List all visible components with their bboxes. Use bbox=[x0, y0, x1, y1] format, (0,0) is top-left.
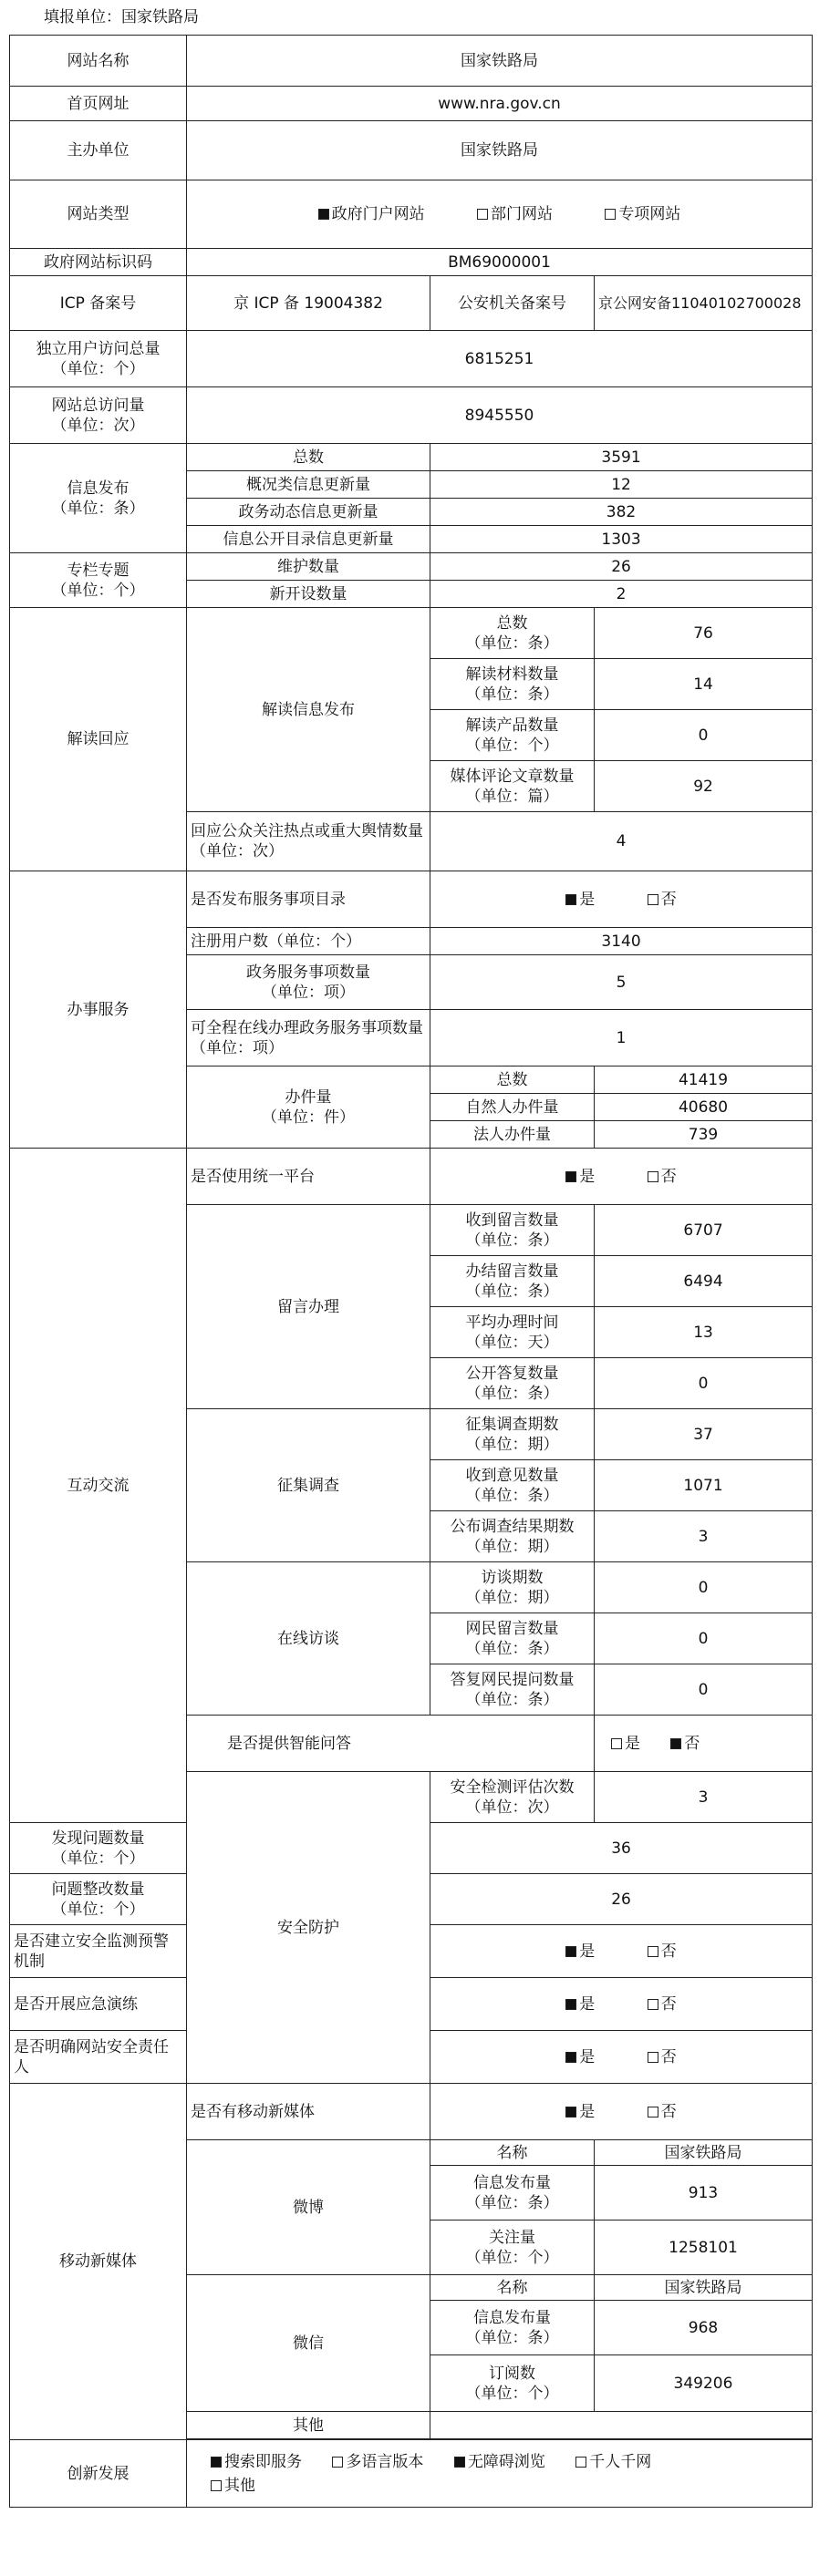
row-unique-visitors: 独立用户访问总量 （单位：个） 6815251 bbox=[10, 331, 813, 387]
value-site-name: 国家铁路局 bbox=[187, 36, 813, 87]
label-pv: 网站总访问量 bbox=[51, 396, 145, 415]
row-service-online: 可全程在线办理政务服务事项数量（单位：项） 1 bbox=[10, 1010, 813, 1066]
checkbox-special[interactable] bbox=[605, 209, 616, 220]
row-interp-media: 媒体评论文章数量 （单位：篇） 92 bbox=[10, 761, 813, 812]
value-sponsor: 国家铁路局 bbox=[187, 121, 813, 180]
row-msg-done: 办结留言数量 （单位：条） 6494 bbox=[10, 1256, 813, 1307]
section-innovation: 创新发展 bbox=[10, 2440, 187, 2508]
row-sec-drill: 是否开展应急演练 是 否 bbox=[10, 1978, 813, 2031]
checkbox-mobile-no[interactable] bbox=[648, 2107, 658, 2117]
section-interpretation: 解读回应 bbox=[10, 608, 187, 871]
website-annual-report-table bbox=[9, 35, 813, 2508]
section-security: 安全防护 bbox=[187, 1772, 430, 2084]
checkbox-drill-no[interactable] bbox=[648, 1999, 658, 2010]
label-site-url: 首页网址 bbox=[10, 87, 187, 121]
row-online-answers: 答复网民提问数量 （单位：条） 0 bbox=[10, 1664, 813, 1716]
row-volume-legal: 法人办件量 739 bbox=[10, 1121, 813, 1149]
checkbox-platform-no[interactable] bbox=[648, 1171, 658, 1182]
value-site-url: www.nra.gov.cn bbox=[187, 87, 813, 121]
row-smart-qa: 是否提供智能问答 是 否 bbox=[10, 1716, 813, 1772]
row-info-total: 信息发布 （单位：条） 总数 3591 bbox=[10, 444, 813, 471]
row-weibo-fans: 关注量 （单位：个） 1258101 bbox=[10, 2221, 813, 2275]
filling-unit: 填报单位：国家铁路局 bbox=[44, 8, 199, 26]
row-info-overview: 概况类信息更新量 12 bbox=[10, 471, 813, 499]
section-info-publish: 信息发布 （单位：条） bbox=[10, 444, 187, 553]
row-interp-response: 回应公众关注热点或重大舆情数量（单位：次） 4 bbox=[10, 812, 813, 871]
row-info-catalog: 信息公开目录信息更新量 1303 bbox=[10, 526, 813, 553]
label-police: 公安机关备案号 bbox=[430, 276, 595, 331]
row-online-msgs: 网民留言数量 （单位：条） 0 bbox=[10, 1613, 813, 1664]
checkbox-department[interactable] bbox=[477, 209, 488, 220]
section-mobile-media: 移动新媒体 bbox=[10, 2084, 187, 2440]
row-sec-found: 发现问题数量 （单位：个） 36 bbox=[10, 1823, 813, 1874]
row-site-url bbox=[10, 87, 813, 121]
row-msg-avg: 平均办理时间 （单位：天） 13 bbox=[10, 1307, 813, 1358]
checkbox-qa-no[interactable] bbox=[670, 1738, 681, 1749]
checkbox-qa-yes[interactable] bbox=[611, 1738, 622, 1749]
row-volume-person: 自然人办件量 40680 bbox=[10, 1094, 813, 1121]
section-interaction: 互动交流 bbox=[10, 1149, 187, 1823]
row-weibo-name: 微博 名称 国家铁路局 bbox=[10, 2140, 813, 2166]
row-interp-product: 解读产品数量 （单位：个） 0 bbox=[10, 710, 813, 761]
checkbox-mobile-yes[interactable] bbox=[565, 2107, 576, 2117]
section-services: 办事服务 bbox=[10, 871, 187, 1149]
checkbox-multilang[interactable] bbox=[332, 2457, 343, 2468]
row-weibo-posts: 信息发布量 （单位：条） 913 bbox=[10, 2166, 813, 2221]
row-sec-monitor: 是否建立安全监测预警机制 是 否 bbox=[10, 1925, 813, 1978]
label-site-code: 政府网站标识码 bbox=[10, 249, 187, 276]
checkbox-personalized[interactable] bbox=[575, 2457, 586, 2468]
checkbox-service-catalog-no[interactable] bbox=[648, 894, 658, 905]
row-survey-periods: 征集调查 征集调查期数 （单位：期） 37 bbox=[10, 1409, 813, 1460]
row-wechat-posts: 信息发布量 （单位：条） 968 bbox=[10, 2301, 813, 2355]
label-uv: 独立用户访问总量 bbox=[36, 339, 161, 358]
checkbox-owner-yes[interactable] bbox=[565, 2052, 576, 2063]
row-mobile-other: 其他 bbox=[10, 2412, 813, 2439]
row-sec-eval: 安全防护 安全检测评估次数 （单位：次） 3 bbox=[10, 1772, 813, 1823]
row-interp-total: 解读回应 解读信息发布 总数 （单位：条） 76 bbox=[10, 608, 813, 659]
value-pv: 8945550 bbox=[187, 387, 813, 444]
row-site-code bbox=[10, 249, 813, 276]
checkbox-drill-yes[interactable] bbox=[565, 1999, 576, 2010]
value-icp: 京 ICP 备 19004382 bbox=[187, 276, 430, 331]
value-site-code: BM69000001 bbox=[187, 249, 813, 276]
row-msg-recv: 留言办理 收到留言数量 （单位：条） 6707 bbox=[10, 1205, 813, 1256]
row-interp-material: 解读材料数量 （单位：条） 14 bbox=[10, 659, 813, 710]
row-sec-fixed: 问题整改数量 （单位：个） 26 bbox=[10, 1874, 813, 1925]
checkbox-platform-yes[interactable] bbox=[565, 1171, 576, 1182]
label-site-type: 网站类型 bbox=[10, 180, 187, 249]
row-online-periods: 在线访谈 访谈期数 （单位：期） 0 bbox=[10, 1562, 813, 1613]
label-site-name: 网站名称 bbox=[10, 36, 187, 87]
row-mobile-q: 移动新媒体 是否有移动新媒体 是 否 bbox=[10, 2084, 813, 2140]
value-info-total: 3591 bbox=[430, 444, 813, 471]
row-page-views: 网站总访问量 （单位：次） 8945550 bbox=[10, 387, 813, 444]
checkbox-search-service[interactable] bbox=[211, 2457, 222, 2468]
row-survey-opinions: 收到意见数量 （单位：条） 1071 bbox=[10, 1460, 813, 1511]
site-type-options: 政府门户网站 部门网站 专项网站 bbox=[187, 180, 813, 249]
row-site-name bbox=[10, 36, 813, 87]
row-innovation: 创新发展 搜索即服务 多语言版本 无障碍浏览 千人千网 其他 bbox=[10, 2440, 813, 2508]
row-wechat-subs: 订阅数 （单位：个） 349206 bbox=[10, 2355, 813, 2412]
checkbox-other[interactable] bbox=[211, 2480, 222, 2491]
label-icp: ICP 备案号 bbox=[10, 276, 187, 331]
row-icp bbox=[10, 276, 813, 331]
checkbox-accessible[interactable] bbox=[454, 2457, 465, 2468]
row-survey-results: 公布调查结果期数 （单位：期） 3 bbox=[10, 1511, 813, 1562]
row-site-type bbox=[10, 180, 813, 249]
row-service-catalog: 办事服务 是否发布服务事项目录 是 否 bbox=[10, 871, 813, 928]
label-sponsor: 主办单位 bbox=[10, 121, 187, 180]
checkbox-owner-no[interactable] bbox=[648, 2052, 658, 2063]
checkbox-monitor-no[interactable] bbox=[648, 1946, 658, 1957]
row-sec-owner: 是否明确网站安全责任人 是 否 bbox=[10, 2031, 813, 2084]
row-service-users: 注册用户数（单位：个） 3140 bbox=[10, 928, 813, 955]
checkbox-monitor-yes[interactable] bbox=[565, 1946, 576, 1957]
row-platform: 互动交流 是否使用统一平台 是 否 bbox=[10, 1149, 813, 1205]
row-topic-new: 新开设数量 2 bbox=[10, 581, 813, 608]
section-topics: 专栏专题 （单位：个） bbox=[10, 553, 187, 608]
value-police: 京公网安备11040102700028 bbox=[595, 276, 813, 331]
row-wechat-name: 微信 名称 国家铁路局 bbox=[10, 2275, 813, 2301]
row-info-news: 政务动态信息更新量 382 bbox=[10, 499, 813, 526]
row-msg-pub: 公开答复数量 （单位：条） 0 bbox=[10, 1358, 813, 1409]
checkbox-portal-checked[interactable] bbox=[318, 209, 329, 220]
row-sponsor bbox=[10, 121, 813, 180]
value-uv: 6815251 bbox=[187, 331, 813, 387]
checkbox-service-catalog-yes[interactable] bbox=[565, 894, 576, 905]
row-service-items: 政务服务事项数量 （单位：项） 5 bbox=[10, 955, 813, 1010]
row-topic-maintain: 专栏专题 （单位：个） 维护数量 26 bbox=[10, 553, 813, 581]
row-volume-total: 办件量 （单位：件） 总数 41419 bbox=[10, 1066, 813, 1094]
